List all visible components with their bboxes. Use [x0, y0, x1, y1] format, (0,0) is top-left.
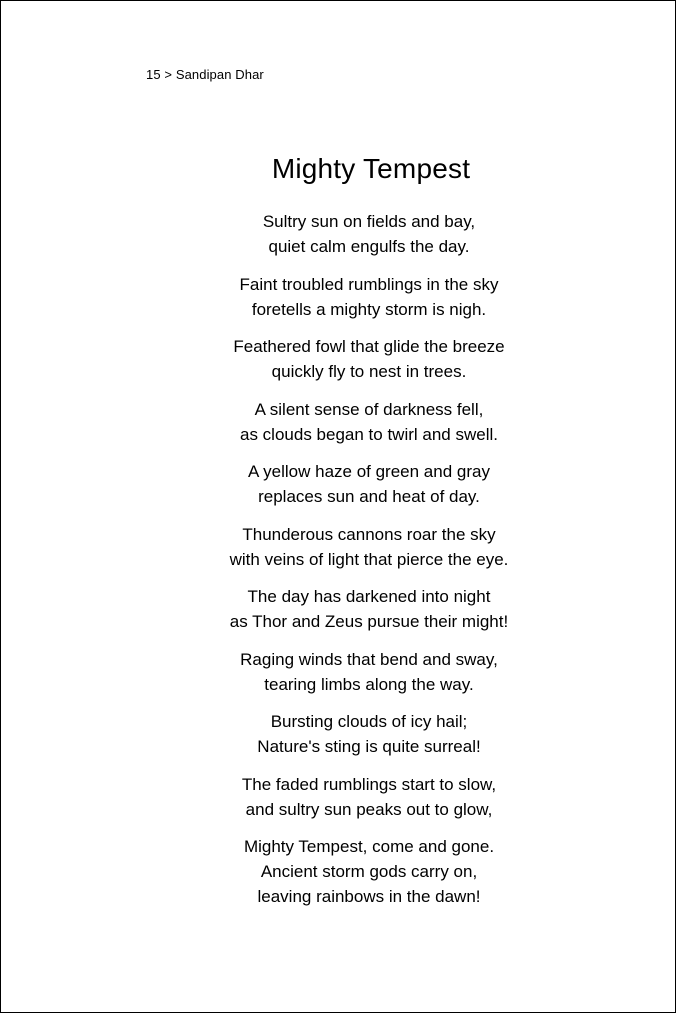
- header-separator: >: [164, 67, 173, 82]
- poem-line: Faint troubled rumblings in the sky: [239, 274, 499, 294]
- stanza: [1, 709, 676, 772]
- stanza: [1, 272, 676, 335]
- poem-line: replaces sun and heat of day.: [258, 487, 480, 506]
- poem-line: Feathered fowl that glide the breeze: [233, 337, 505, 356]
- poem-line: The day has darkened into night: [247, 587, 491, 606]
- poem-line: and sultry sun peaks out to glow,: [245, 799, 493, 819]
- poem-line: quickly fly to nest in trees.: [271, 362, 467, 381]
- poem-line: tearing limbs along the way.: [264, 674, 474, 694]
- stanza: [1, 522, 676, 585]
- poem-line: A yellow haze of green and gray: [248, 462, 490, 481]
- poem-line: Raging winds that bend and sway,: [240, 649, 498, 669]
- poem-line: Ancient storm gods carry on,: [260, 862, 478, 881]
- running-header: [146, 67, 264, 83]
- stanza: [1, 772, 676, 835]
- stanza: [1, 459, 676, 522]
- poem-line: Mighty Tempest, come and gone.: [243, 837, 495, 856]
- poem-line: as Thor and Zeus pursue their might!: [229, 612, 509, 631]
- poem-line: as clouds began to twirl and swell.: [240, 424, 498, 444]
- poem-line: leaving rainbows in the dawn!: [257, 887, 481, 906]
- stanza: [1, 647, 676, 710]
- stanza: [1, 397, 676, 460]
- stanza: [1, 834, 676, 909]
- poem-line: Bursting clouds of icy hail;: [270, 712, 468, 731]
- page-number: 15: [146, 67, 161, 82]
- stanza: [1, 209, 676, 272]
- poem-line: The faded rumblings start to slow,: [241, 774, 497, 794]
- author-name: Sandipan Dhar: [175, 67, 264, 82]
- poem-line: A silent sense of darkness fell,: [254, 399, 484, 419]
- poem-title: Mighty Tempest: [271, 153, 471, 184]
- poem-body: [1, 209, 676, 909]
- poem-line: Nature's sting is quite surreal!: [257, 737, 481, 756]
- poem-line: quiet calm engulfs the day.: [268, 237, 470, 256]
- stanza: [1, 584, 676, 647]
- poem-line: Sultry sun on fields and bay,: [262, 212, 476, 231]
- stanza: [1, 334, 676, 397]
- poem-line: foretells a mighty storm is nigh.: [251, 299, 487, 319]
- poem-line: with veins of light that pierce the eye.: [229, 549, 509, 569]
- poem-line: Thunderous cannons roar the sky: [242, 524, 496, 544]
